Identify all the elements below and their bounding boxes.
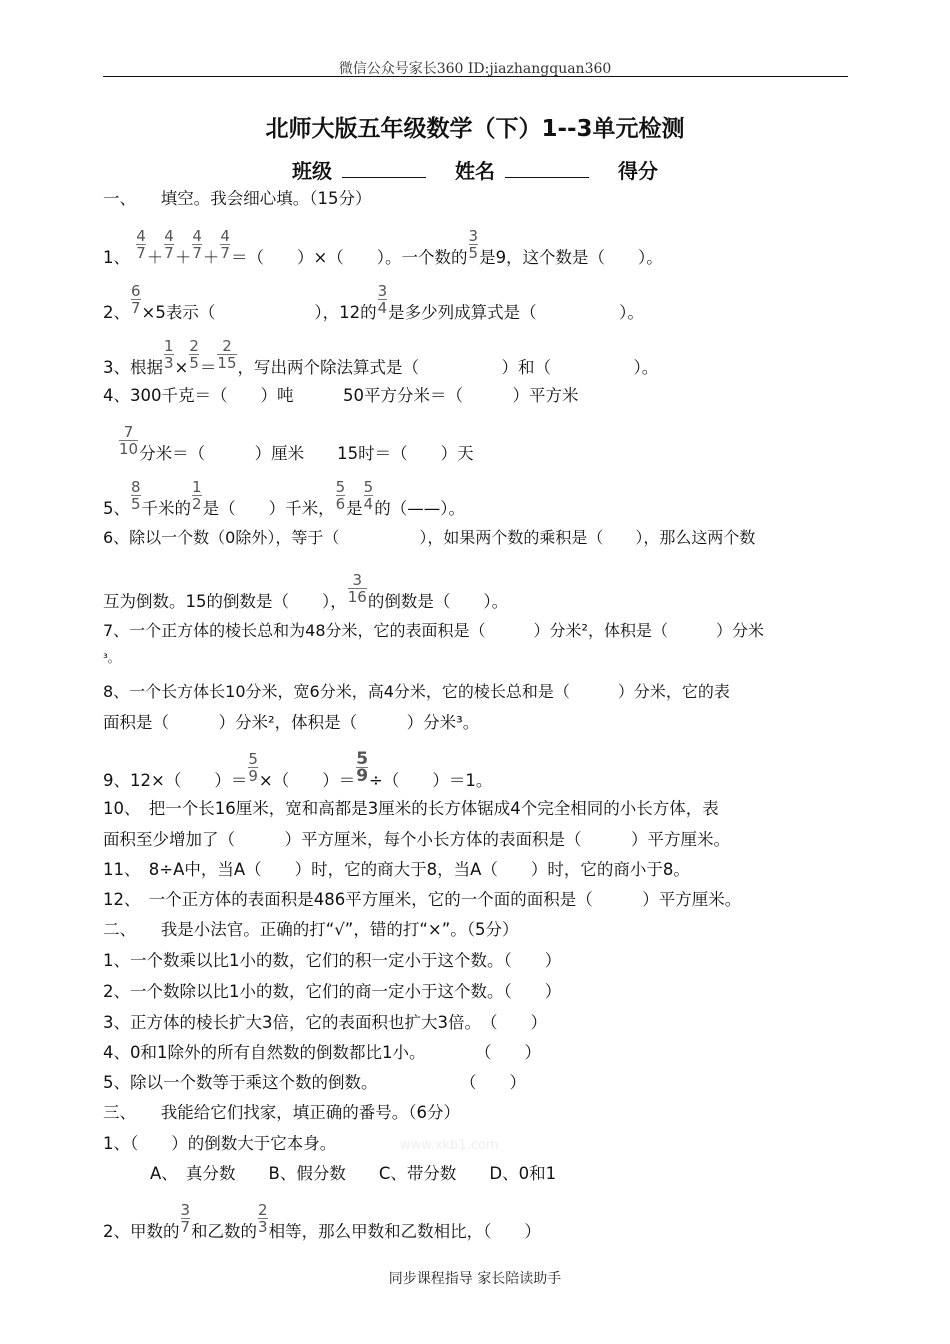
- judge-item-1: 1、一个数乘以比1小的数，它们的积一定小于这个数。（ ）: [103, 951, 562, 970]
- fraction: $\frac{4}{7}$: [192, 227, 202, 262]
- fraction: $\frac{5}{4}$: [363, 478, 374, 513]
- fraction: $\frac{5}{9}$: [248, 750, 258, 785]
- question-1-8b: 面积是（ ）分米²，体积是（ ）分米³。: [103, 713, 480, 732]
- fraction: $\frac{1}{2}$: [192, 478, 202, 513]
- judge-item-4: 4、0和1除外的所有自然数的倒数都比1小。 （ ）: [103, 1043, 541, 1062]
- fraction: $\frac{1}{3}$: [164, 337, 174, 372]
- fraction: $\frac{4}{7}$: [220, 227, 230, 262]
- fraction: $\frac{5}{9}$: [356, 749, 369, 786]
- question-1-4b: $\frac{7}{10}$ 分米＝（ ）厘米 15时＝（ ）天: [119, 423, 474, 463]
- question-1-7a: 7、一个正方体的棱长总和为48分米，它的表面积是（ ）分米²，体积是（ ）分米: [103, 621, 764, 640]
- fraction: $\frac{6}{7}$: [131, 282, 141, 317]
- page-header: 微信公众号家长360 ID:jiazhangquan360: [338, 61, 612, 77]
- judge-item-2: 2、一个数除以比1小的数，它们的商一定小于这个数。（ ）: [103, 982, 562, 1001]
- fraction: $\frac{4}{7}$: [136, 227, 146, 262]
- fraction: $\frac{5}{6}$: [335, 478, 346, 513]
- question-1-4: 4、300千克＝（ ）吨 50平方分米＝（ ）平方米: [103, 386, 579, 405]
- fraction: $\frac{8}{5}$: [131, 478, 141, 513]
- choice-question-2: 2、甲数的 $\frac{3}{7}$ 和乙数的 $\frac{2}{3}$ 相等，那么甲数和乙数相比，（ ）: [103, 1201, 541, 1241]
- question-1-5: 5、 $\frac{8}{5}$ 千米的 $\frac{1}{2}$ 是（ ）千米， $\frac{5}{6}$ 是 $\frac{5}{4}$ 的（——）。: [103, 478, 465, 518]
- header-rule: [103, 76, 848, 77]
- student-info: [0, 155, 950, 184]
- judge-item-5: 5、除以一个数等于乘这个数的倒数。 （ ）: [103, 1073, 526, 1092]
- question-1-9: 9、12×（ ）＝ $\frac{5}{9}$ ×（ ）＝ $\frac{5}{9}$ ÷（ ）＝1。: [103, 749, 493, 790]
- page-title: 北师大版五年级数学（下）1--3单元检测: [265, 116, 685, 142]
- question-1-6b: 互为倒数。15的倒数是（ ）， $\frac{3}{16}$ 的倒数是（ ）。: [103, 571, 509, 611]
- question-1-11: 11、 8÷A中，当A（ ）时，它的商大于8，当A（ ）时，它的商小于8。: [103, 860, 690, 879]
- fraction: $\frac{3}{5}$: [468, 227, 479, 262]
- fraction: $\frac{2}{15}$: [217, 337, 237, 372]
- fraction: $\frac{3}{7}$: [180, 1201, 191, 1236]
- name-label: 姓名: [455, 159, 495, 183]
- section-1-heading: 一、 填空。我会细心填。（15分）: [103, 189, 372, 208]
- section-2-heading: 二、 我是小法官。正确的打“√”，错的打“×”。（5分）: [103, 920, 519, 939]
- choice-question-1: 1、（ ）的倒数大于它本身。: [103, 1134, 337, 1153]
- class-blank[interactable]: [342, 159, 426, 178]
- question-1-8a: 8、一个长方体长10分米，宽6分米，高4分米，它的棱长总和是（ ）分米，它的表: [103, 682, 730, 701]
- question-1-2: 2、 $\frac{6}{7}$ ×5表示（ ），12的 $\frac{3}{4}$ 是多少列成算式是（ ）。: [103, 282, 644, 322]
- watermark: www.xkb1.com: [400, 1138, 499, 1153]
- fraction: $\frac{3}{16}$: [347, 571, 367, 606]
- choice-options-1: A、 真分数 B、假分数 C、带分数 D、0和1: [150, 1164, 557, 1183]
- question-1-6a: 6、除以一个数（0除外），等于（ ），如果两个数的乘积是（ ），那么这两个数: [103, 528, 756, 547]
- name-blank[interactable]: [505, 159, 589, 178]
- section-3-heading: 三、 我能给它们找家，填正确的番号。（6分）: [103, 1103, 460, 1122]
- fraction: $\frac{4}{7}$: [164, 227, 174, 262]
- question-1-12: 12、 一个正方体的表面积是486平方厘米，它的一个面的面积是（ ）平方厘米。: [103, 890, 742, 909]
- fraction: $\frac{2}{5}$: [189, 337, 199, 372]
- question-1-10a: 10、 把一个长16厘米，宽和高都是3厘米的长方体锯成4个完全相同的小长方体，表: [103, 799, 719, 818]
- fraction: $\frac{3}{4}$: [377, 282, 388, 317]
- question-1-7b: ³。: [103, 651, 120, 665]
- class-label: 班级: [292, 159, 333, 183]
- page-footer: 同步课程指导 家长陪读助手: [388, 1271, 562, 1287]
- judge-item-3: 3、正方体的棱长扩大3倍，它的表面积也扩大3倍。 （ ）: [103, 1013, 547, 1032]
- question-1-1: 1、 $\frac{4}{7}$ ＋ $\frac{4}{7}$ ＋ $\frac{4}{7}$ ＋ $\frac{4}{7}$ ＝（ ）×（ ）。一个数的 $\frac{3}{5}$ 是9，这个数是（ ）。: [103, 227, 663, 267]
- score-label: 得分: [617, 159, 658, 183]
- question-1-10b: 面积至少增加了（ ）平方厘米，每个小长方体的表面积是（ ）平方厘米。: [103, 830, 730, 849]
- fraction: $\frac{7}{10}$: [119, 423, 139, 458]
- fraction: $\frac{2}{3}$: [258, 1201, 268, 1236]
- question-1-3: 3、根据 $\frac{1}{3}$ × $\frac{2}{5}$ ＝ $\frac{2}{15}$ ，写出两个除法算式是（ ）和（ ）。: [103, 337, 659, 377]
